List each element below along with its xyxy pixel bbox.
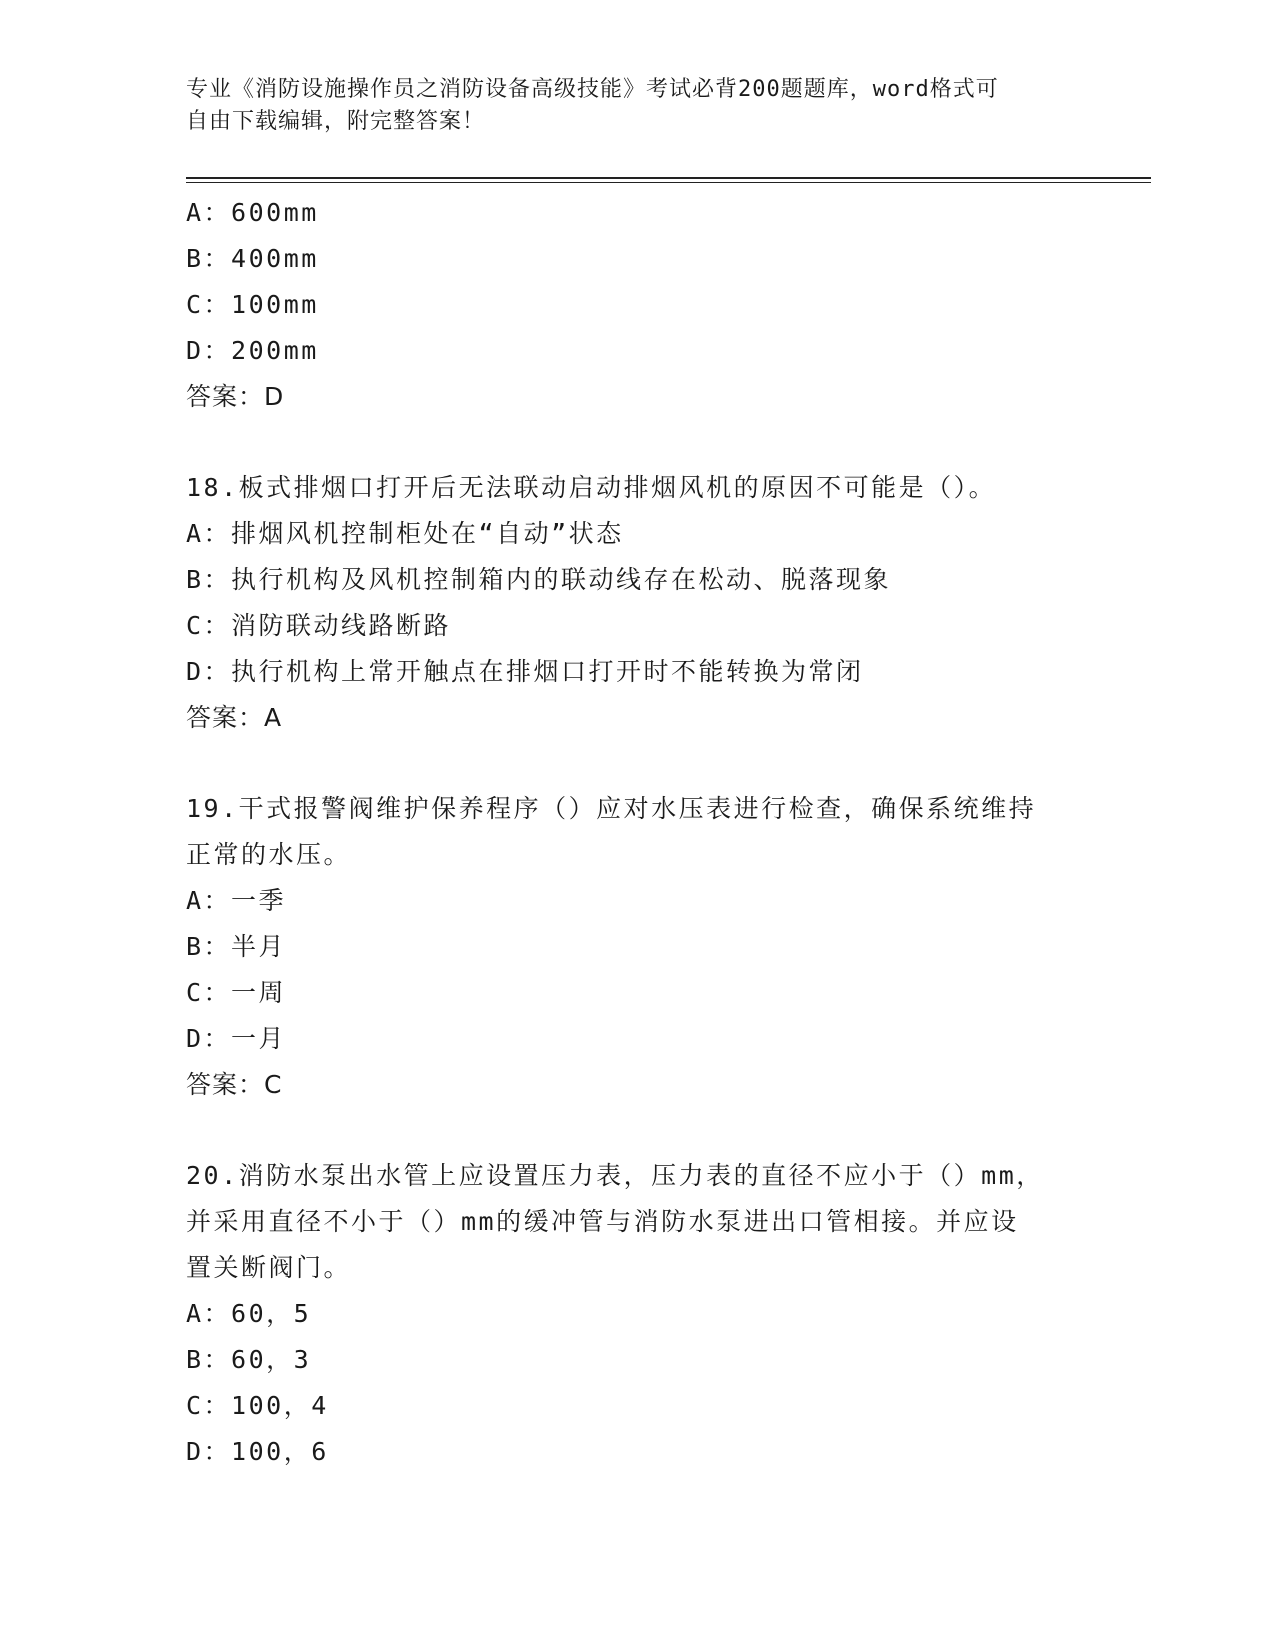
question-text-line-2: 并采用直径不小于（）mm的缓冲管与消防水泵进出口管相接。并应设 — [186, 1207, 1019, 1236]
option-a: A：排烟风机控制柜处在“自动”状态 — [186, 519, 624, 548]
question-20 — [186, 1153, 1086, 1475]
option-d: D：100，6 — [186, 1437, 329, 1466]
page-header — [186, 74, 1086, 138]
option-d: D：执行机构上常开触点在排烟口打开时不能转换为常闭 — [186, 657, 864, 686]
option-a: A：600mm — [186, 198, 319, 227]
question-18 — [186, 465, 1086, 741]
question-list — [186, 190, 1086, 1475]
option-d: D：一月 — [186, 1024, 287, 1053]
answer: 答案：A — [186, 703, 283, 732]
option-d: D：200mm — [186, 336, 319, 365]
option-b: B：执行机构及风机控制箱内的联动线存在松动、脱落现象 — [186, 565, 892, 594]
header-line-1: 专业《消防设施操作员之消防设备高级技能》考试必背200题题库，word格式可 — [186, 77, 999, 102]
header-line-2: 自由下载编辑，附完整答案！ — [186, 109, 486, 134]
answer: 答案：D — [186, 382, 285, 411]
option-c: C：消防联动线路断路 — [186, 611, 452, 640]
question-17 — [186, 190, 1086, 420]
option-c: C：100mm — [186, 290, 319, 319]
option-b: B：60，3 — [186, 1345, 312, 1374]
question-text: 18.板式排烟口打开后无法联动启动排烟风机的原因不可能是（）。 — [186, 473, 997, 502]
question-19 — [186, 786, 1086, 1108]
option-c: C：一周 — [186, 978, 287, 1007]
option-b: B：400mm — [186, 244, 319, 273]
header-divider-thick — [186, 177, 1151, 179]
answer: 答案：C — [186, 1070, 283, 1099]
option-a: A：60，5 — [186, 1299, 312, 1328]
question-text-line-3: 置关断阀门。 — [186, 1253, 352, 1282]
option-c: C：100，4 — [186, 1391, 329, 1420]
question-text-line-2: 正常的水压。 — [186, 840, 352, 869]
question-text-line-1: 19.干式报警阀维护保养程序（）应对水压表进行检查，确保系统维持 — [186, 794, 1037, 823]
header-divider-thin — [186, 182, 1151, 183]
question-text-line-1: 20.消防水泵出水管上应设置压力表，压力表的直径不应小于（）mm， — [186, 1161, 1044, 1190]
option-b: B：半月 — [186, 932, 287, 961]
option-a: A：一季 — [186, 886, 287, 915]
